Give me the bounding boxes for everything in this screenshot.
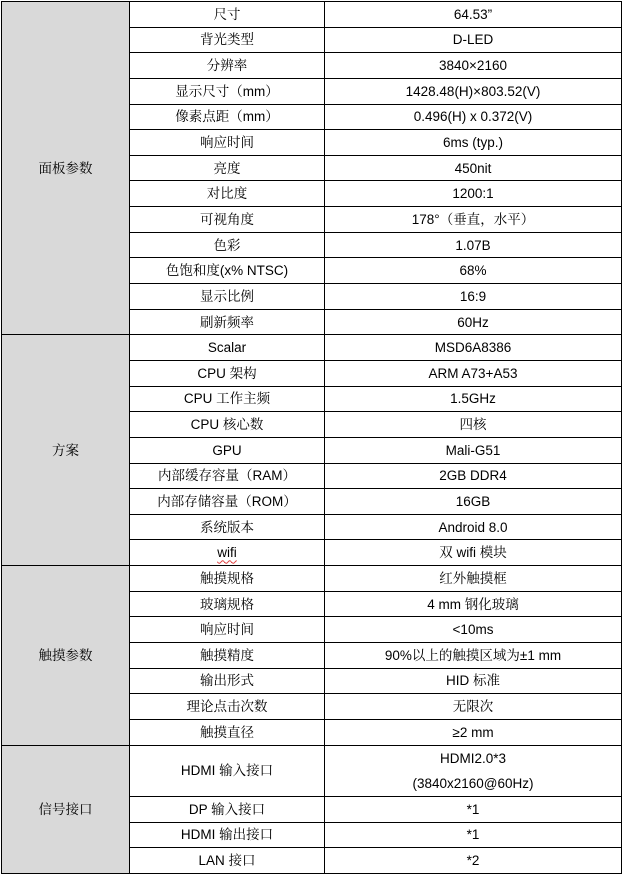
spec-value-text: 四核: [459, 417, 487, 433]
spec-label-text: 显示比例: [200, 288, 254, 304]
spec-label-text: 内部缓存容量（RAM）: [158, 468, 296, 484]
spec-label: [130, 284, 325, 310]
spec-label: [130, 2, 325, 28]
spec-label: [130, 386, 325, 412]
spec-label-text: 触摸精度: [200, 647, 254, 663]
spec-label-text: 触摸直径: [200, 724, 254, 740]
spec-value-text: <10ms: [452, 622, 494, 638]
spec-label: [130, 335, 325, 361]
spec-label-text: CPU 工作主频: [183, 391, 271, 407]
spec-label: [130, 668, 325, 694]
group-label: 触摸参数: [2, 566, 130, 745]
spec-value-text: 0.496(H) x 0.372(V): [413, 109, 533, 125]
spec-value-text: 16:9: [459, 288, 487, 304]
spec-value-text: 1428.48(H)×803.52(V): [405, 83, 541, 99]
spec-label: [130, 540, 325, 566]
spec-label: [130, 617, 325, 643]
spec-value: [325, 668, 622, 694]
spec-value-text: 450nit: [454, 160, 492, 176]
spec-value: [325, 489, 622, 515]
spec-value-text: Mali-G51: [445, 442, 501, 458]
group-label: 方案: [2, 335, 130, 566]
spec-label-text: CPU 架构: [197, 365, 257, 381]
spec-value-text: 1.5GHz: [450, 391, 496, 407]
table-row: [2, 745, 622, 796]
spec-value-text: 1.07B: [455, 237, 491, 253]
spec-label: [130, 258, 325, 284]
spec-value: [325, 335, 622, 361]
spec-label-text: HDMI 输出接口: [180, 827, 274, 843]
spec-label: [130, 822, 325, 848]
spec-label-text: 触摸规格: [200, 570, 254, 586]
spec-value: [325, 155, 622, 181]
spec-value-text: 红外触摸框: [439, 570, 507, 586]
spec-label-text: wifi: [217, 545, 237, 561]
spec-label-text: 亮度: [213, 160, 241, 176]
spec-label-text: HDMI 输入接口: [180, 763, 274, 779]
spec-value: [325, 53, 622, 79]
spec-value: [325, 848, 622, 874]
spec-value-text: 6ms (typ.): [442, 135, 503, 151]
spec-label-text: 响应时间: [200, 135, 254, 151]
spec-value: [325, 258, 622, 284]
spec-value-text: 4 mm 钢化玻璃: [427, 596, 519, 612]
spec-value-text: 90%以上的触摸区域为±1 mm: [384, 647, 562, 663]
table-row: [2, 566, 622, 592]
spec-value: [325, 130, 622, 156]
spec-value-text: 16GB: [455, 493, 491, 509]
spec-label-text: 对比度: [206, 186, 248, 202]
group-label: 面板参数: [2, 2, 130, 335]
spec-value: [325, 360, 622, 386]
spec-value-text: HDMI2.0*3: [439, 750, 507, 766]
spec-label-text: DP 输入接口: [188, 801, 266, 817]
spec-value-text: D-LED: [452, 32, 494, 48]
spec-value-text: 3840×2160: [439, 58, 507, 74]
spec-value-text: 68%: [459, 263, 487, 279]
spec-label-text: 系统版本: [200, 519, 254, 535]
spec-label-text: 可视角度: [200, 211, 254, 227]
spec-label: [130, 53, 325, 79]
spec-label: [130, 130, 325, 156]
spec-label: [130, 848, 325, 874]
spec-label: [130, 232, 325, 258]
spec-label: [130, 591, 325, 617]
spec-value: [325, 309, 622, 335]
spec-label-text: 内部存储容量（ROM）: [157, 493, 297, 509]
spec-label: [130, 78, 325, 104]
spec-table-body: [2, 2, 622, 874]
spec-label-text: 理论点击次数: [186, 699, 268, 715]
spec-label-text: CPU 核心数: [190, 417, 264, 433]
spec-value: [325, 796, 622, 822]
spec-label-text: 色彩: [213, 237, 241, 253]
spec-value-text: 双 wifi 模块: [439, 545, 507, 561]
spec-value: [325, 540, 622, 566]
spec-value: [325, 617, 622, 643]
spec-value: [325, 78, 622, 104]
spec-value-text: 1200:1: [452, 186, 494, 202]
spec-value: [325, 207, 622, 233]
spec-value: [325, 566, 622, 592]
spec-value: [325, 181, 622, 207]
spec-label: [130, 360, 325, 386]
spec-label: [130, 796, 325, 822]
spec-label: [130, 104, 325, 130]
spec-value: [325, 745, 622, 796]
spec-label: [130, 694, 325, 720]
spec-value-text: HID 标准: [446, 673, 500, 689]
spec-value-text: ≥2 mm: [452, 724, 494, 740]
spec-value: [325, 412, 622, 438]
spec-label: [130, 155, 325, 181]
spec-label: [130, 463, 325, 489]
spec-label: [130, 437, 325, 463]
spec-label: [130, 643, 325, 669]
spec-value: [325, 694, 622, 720]
spec-label-text: 刷新频率: [200, 314, 254, 330]
spec-value-text: 178°（垂直，水平）: [411, 211, 535, 227]
spec-label-text: LAN 接口: [198, 852, 256, 868]
spec-value-text: 2GB DDR4: [439, 468, 507, 484]
spec-label: [130, 566, 325, 592]
spec-label-text: Scalar: [207, 340, 247, 356]
spec-value: [325, 643, 622, 669]
spec-label-text: 显示尺寸（mm）: [175, 83, 279, 99]
spec-value-text: 无限次: [452, 699, 494, 715]
spec-value: [325, 386, 622, 412]
spec-label: [130, 27, 325, 53]
spec-label-text: 输出形式: [200, 673, 254, 689]
spec-value-text: *2: [466, 852, 480, 868]
spec-label: [130, 745, 325, 796]
spec-value: [325, 822, 622, 848]
spec-label-text: 响应时间: [200, 622, 254, 638]
spec-label-text: 色饱和度(x% NTSC): [165, 263, 289, 279]
spec-value-text: *1: [466, 801, 480, 817]
spec-value-text: MSD6A8386: [434, 340, 512, 356]
spec-value-text: ARM A73+A53: [428, 365, 518, 381]
spec-label-text: GPU: [212, 442, 242, 458]
spec-value: [325, 591, 622, 617]
spec-value: [325, 2, 622, 28]
spec-value-text: *1: [466, 827, 480, 843]
spec-value: [325, 719, 622, 745]
spec-value: [325, 284, 622, 310]
spec-table: [1, 1, 622, 874]
spec-value: [325, 232, 622, 258]
spec-label-text: 像素点距（mm）: [175, 109, 279, 125]
spec-value: [325, 514, 622, 540]
spec-value: [325, 463, 622, 489]
spec-value-text: 60Hz: [457, 314, 489, 330]
spec-label-text: 分辨率: [206, 58, 248, 74]
spec-label: [130, 207, 325, 233]
spec-label: [130, 309, 325, 335]
spec-value-text: Android 8.0: [438, 519, 508, 535]
spec-value: [325, 437, 622, 463]
spec-label-text: 玻璃规格: [200, 596, 254, 612]
spec-label: [130, 514, 325, 540]
spec-value-text-line2: (3840x2160@60Hz): [412, 775, 534, 791]
spec-label: [130, 489, 325, 515]
spec-label-text: 尺寸: [213, 6, 241, 22]
spec-value-text: 64.53”: [453, 6, 493, 22]
table-row: [2, 2, 622, 28]
spec-label: [130, 719, 325, 745]
table-row: [2, 335, 622, 361]
group-label: 信号接口: [2, 745, 130, 873]
spec-label-text: 背光类型: [200, 32, 254, 48]
spec-label: [130, 181, 325, 207]
spec-value: [325, 27, 622, 53]
spec-value: [325, 104, 622, 130]
spec-label: [130, 412, 325, 438]
